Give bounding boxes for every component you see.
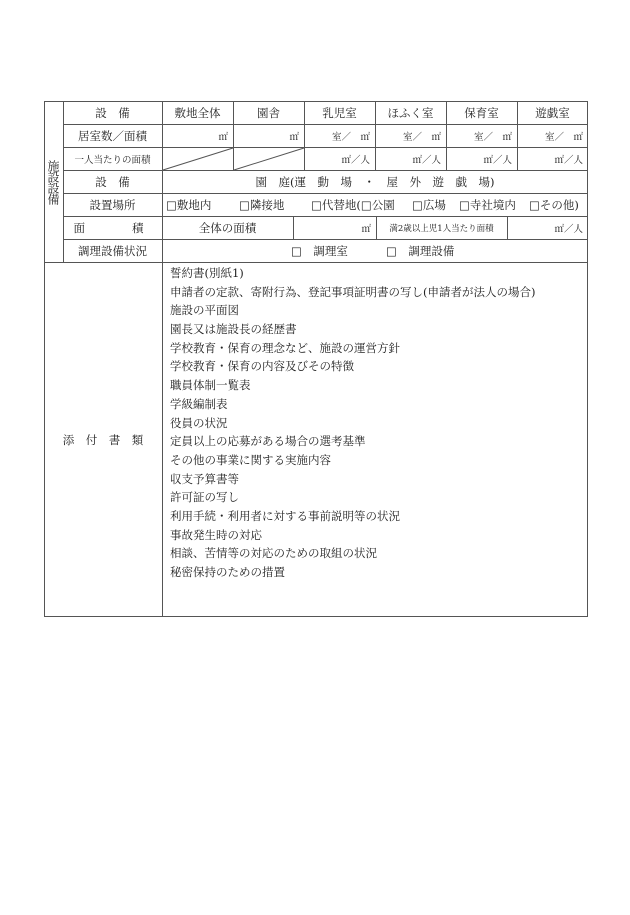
attachment-item: 利用手続・利用者に対する事前説明等の状況 [170,508,400,523]
per-child-area-label: 満2歳以上児1人当たり面積 [389,223,494,234]
header-col: ほふく室 [387,105,434,120]
diagonal-slash [163,148,233,170]
attachment-item: 許可証の写し [170,490,239,505]
rooms-value-field[interactable]: ㎡ [289,131,299,143]
attachment-item: 秘密保持のための措置 [170,565,285,579]
equipment-value: 園 庭(運 動 場 ・ 屋 外 遊 戯 場) [255,174,495,189]
total-area-field[interactable]: ㎡ [361,223,371,235]
attachment-item: 学級編制表 [170,396,228,411]
attachment-item: 定員以上の応募がある場合の選考基準 [170,434,366,449]
per-person-label: 一人当たりの面積 [74,154,151,166]
attachment-item: 収支予算書等 [170,471,239,486]
per-child-area-field[interactable]: ㎡／人 [554,223,583,235]
location-label: 設置場所 [89,197,136,212]
header-col: 遊戯室 [535,105,570,120]
attachment-item: 事故発生時の対応 [170,527,262,542]
attachment-item: 学校教育・保育の理念など、施設の運営方針 [170,340,400,355]
header-col: 敷地全体 [174,105,221,120]
kitchen-option-kitchen-room[interactable]: □ 調理室 [291,243,348,258]
rooms-value-field[interactable]: 室／ ㎡ [473,131,512,143]
location-option-other[interactable]: □その他) [529,197,579,212]
header-col: 乳児室 [322,105,357,120]
attachment-item: 役員の状況 [170,415,228,430]
per-person-value-field[interactable]: ㎡／人 [483,154,512,166]
rooms-value-field[interactable]: ㎡ [218,131,228,143]
attachment-item: 職員体制一覧表 [170,378,251,393]
rooms-label: 居室数／面積 [78,128,147,143]
rooms-value-field[interactable]: 室／ ㎡ [544,131,583,143]
rooms-value-field[interactable]: 室／ ㎡ [331,131,370,143]
facility-section-label [44,101,63,262]
attachment-item: 誓約書(別紙1) [170,266,244,280]
facility-section-label-text: 施設設備 [46,159,60,204]
attachment-item: その他の事業に関する実施内容 [170,452,331,467]
per-person-value-field[interactable]: ㎡／人 [412,154,441,166]
attachment-item: 園長又は施設長の経歴書 [170,322,297,337]
kitchen-label: 調理設備状況 [78,243,147,258]
attachment-item: 施設の平面図 [170,303,239,318]
location-option-plaza[interactable]: □広場 [412,197,446,212]
per-person-value-field[interactable]: ㎡／人 [554,154,583,166]
attachments-list [170,264,535,582]
diagonal-slash [234,148,304,170]
attachment-item: 相談、苦情等の対応のための取組の状況 [170,546,377,561]
kitchen-option-kitchen-equipment[interactable]: □ 調理設備 [386,243,455,258]
rooms-value-field[interactable]: 室／ ㎡ [402,131,441,143]
equipment-label: 設 備 [95,174,130,189]
header-col: 保育室 [464,105,499,120]
area-label: 面 積 [73,220,152,235]
location-option-temple[interactable]: □寺社境内 [459,197,516,212]
attachment-item: 学校教育・保育の内容及びその特徴 [170,359,354,374]
header-col: 園舎 [257,105,280,120]
total-area-label: 全体の面積 [198,220,257,235]
header-label: 設 備 [95,105,130,120]
location-option-substitute[interactable]: □代替地(□公園 [311,197,395,212]
attachments-label: 添 付 書 類 [62,432,144,447]
location-option-adjacent[interactable]: □隣接地 [239,197,285,212]
per-person-value-field[interactable]: ㎡／人 [341,154,370,166]
attachment-item: 申請者の定款、寄附行為、登記事項証明書の写し(申請者が法人の場合) [170,284,536,299]
location-option-onsite[interactable]: □敷地内 [166,197,212,212]
